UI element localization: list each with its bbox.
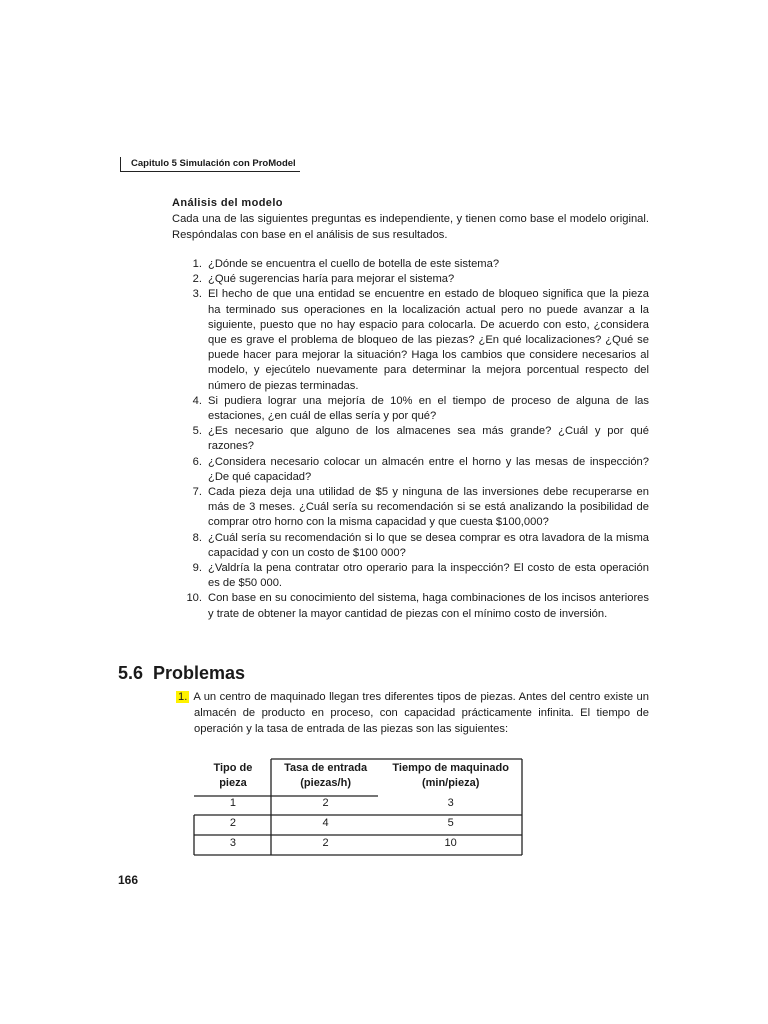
table-row bbox=[194, 813, 522, 833]
question-item bbox=[172, 485, 649, 531]
question-text: Si pudiera lograr una mejoría de 10% en el tiempo de proceso de alguna de las estaciones, ¿en cuál de ellas sería y por qué? bbox=[208, 394, 649, 423]
question-list bbox=[172, 257, 649, 622]
question-number: 6. bbox=[192, 455, 202, 468]
question-item bbox=[172, 591, 649, 621]
question-text: ¿Cuál sería su recomendación si lo que se desea comprar es otra lavadora de la misma capacidad y con un costo de $100 000? bbox=[208, 531, 649, 559]
question-text: El hecho de que una entidad se encuentre en estado de bloqueo significa que la pieza ha terminado sus operaciones en la localización actual pero no puede avanzar a la siguiente, puesto que no hay espacio para colocarla. De acuerdo con esto, ¿considera que es grave el problema de bloqueo de las piezas? ¿En qué localizaciones? ¿Qué se puede hacer para mejorar la situación? Haga los cambios que considere necesarios al modelo, y ejecútelo nuevamente para determinar la mejora porcentual respecto del número de piezas terminadas. bbox=[208, 288, 649, 392]
header-line: (min/pieza) bbox=[421, 777, 480, 789]
question-text: Cada pieza deja una utilidad de $5 y ninguna de las inversiones debe recuperarse en más de 3 meses. ¿Cuál sería su recomendación si se está analizando la posibilidad de comprar otro horno con la misma capacidad y que cuesta $100,000? bbox=[208, 486, 649, 529]
problem-number-highlight: 1. bbox=[178, 691, 188, 703]
section-heading bbox=[118, 662, 245, 684]
question-item bbox=[172, 287, 649, 393]
question-item bbox=[172, 531, 649, 561]
question-number: 2. bbox=[192, 273, 202, 286]
header-line: (piezas/h) bbox=[300, 777, 351, 789]
page-number: 166 bbox=[118, 873, 139, 887]
header-line: pieza bbox=[219, 777, 247, 789]
question-item bbox=[172, 561, 649, 591]
header-tipo-pieza bbox=[194, 759, 272, 793]
question-number: 4. bbox=[192, 394, 202, 407]
table-row bbox=[194, 833, 522, 853]
table-cell: 3 bbox=[447, 797, 454, 809]
header-line: Tipo de bbox=[213, 762, 253, 774]
question-item bbox=[172, 394, 649, 424]
running-header bbox=[120, 157, 300, 172]
header-tiempo-maquinado bbox=[379, 759, 522, 793]
question-text: ¿Considera necesario colocar un almacén entre el horno y las mesas de inspección? ¿De qué capacidad? bbox=[208, 455, 649, 483]
question-number: 10. bbox=[186, 592, 202, 605]
parts-table bbox=[194, 759, 522, 853]
question-text: ¿Es necesario que alguno de los almacenes sea más grande? ¿Cuál y por qué razones? bbox=[208, 425, 649, 453]
question-text: Con base en su conocimiento del sistema, haga combinaciones de los incisos anteriores y trate de obtener la mayor cantidad de piezas con el mínimo costo de inversión. bbox=[208, 592, 649, 620]
question-number: 1. bbox=[192, 258, 202, 270]
table-cell: 2 bbox=[229, 817, 236, 829]
problem-1 bbox=[176, 689, 649, 737]
question-text: ¿Dónde se encuentra el cuello de botella de este sistema? bbox=[208, 258, 500, 270]
section-title: Problemas bbox=[153, 663, 246, 683]
problem-text: A un centro de maquinado llegan tres diferentes tipos de piezas. Antes del centro existe un almacén de producto en proceso, con capacidad prácticamente infinita. El tiempo de operación y la tasa de entrada de las piezas son las siguientes: bbox=[193, 691, 649, 735]
header-line: Tiempo de maquinado bbox=[392, 762, 509, 774]
question-item bbox=[172, 257, 649, 272]
question-number: 3. bbox=[192, 288, 202, 301]
table-cell: 5 bbox=[447, 817, 454, 829]
chapter-title: Capitulo 5 Simulación con ProModel bbox=[131, 158, 296, 169]
table-cell: 10 bbox=[444, 837, 457, 849]
question-number: 8. bbox=[192, 531, 202, 544]
question-item bbox=[172, 272, 649, 287]
analysis-intro: Cada una de las siguientes preguntas es independiente, y tienen como base el modelo original. Respóndalas con base en el análisis de sus resultados. bbox=[172, 213, 649, 241]
table-cell: 2 bbox=[322, 837, 329, 849]
question-number: 9. bbox=[192, 562, 202, 575]
section-number: 5.6 bbox=[118, 663, 144, 683]
table-header-row bbox=[194, 759, 522, 793]
header-line: Tasa de entrada bbox=[284, 762, 368, 774]
analysis-heading: Análisis del modelo bbox=[172, 197, 283, 209]
header-tasa-entrada bbox=[272, 759, 379, 793]
question-text: ¿Qué sugerencias haría para mejorar el sistema? bbox=[208, 273, 455, 286]
question-item bbox=[172, 455, 649, 485]
table-cell: 4 bbox=[322, 817, 329, 829]
question-text: ¿Valdría la pena contratar otro operario para la inspección? El costo de esta operación es de $50 000. bbox=[208, 562, 649, 590]
table-cell: 3 bbox=[229, 837, 236, 849]
question-number: 7. bbox=[192, 486, 202, 499]
table-row bbox=[194, 793, 522, 813]
table-cell: 2 bbox=[322, 797, 329, 809]
question-item bbox=[172, 424, 649, 454]
question-number: 5. bbox=[192, 425, 202, 438]
table-cell: 1 bbox=[229, 797, 236, 809]
